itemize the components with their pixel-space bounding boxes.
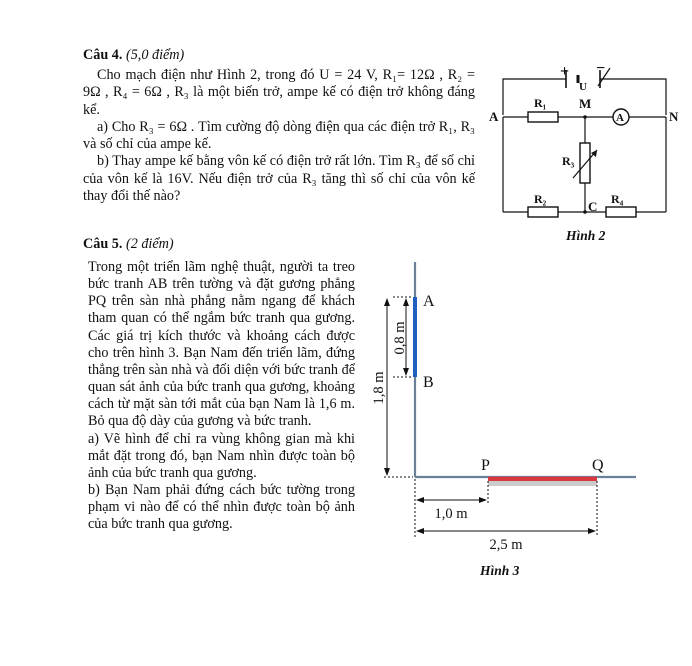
arrow-wall-q-left bbox=[416, 528, 424, 534]
node-m-label: M bbox=[579, 96, 592, 111]
question-4-points: (5,0 điểm) bbox=[125, 47, 185, 63]
question-5-points: (2 điểm) bbox=[125, 236, 174, 252]
node-m-dot bbox=[583, 115, 587, 119]
source-arrow bbox=[598, 68, 610, 86]
r4-label: R₄ bbox=[611, 192, 624, 206]
r1-label: R₁ bbox=[534, 96, 547, 110]
question-5-part-a: a) Vẽ hình để chỉ ra vùng không gian mà khi mắt đặt trong đó, bạn Nam nhìn được toàn bộ ảnh của bức tranh qua gương. bbox=[88, 430, 355, 481]
mirror-shadow bbox=[488, 481, 597, 486]
dim-wall-q-label: 2,5 m bbox=[489, 537, 523, 553]
arrow-painting-bottom bbox=[403, 368, 409, 376]
r2-label: R₂ bbox=[534, 192, 547, 206]
r3-variable-arrow bbox=[573, 150, 597, 178]
arrow-wall-p-right bbox=[479, 497, 487, 503]
arrow-height-bottom bbox=[384, 468, 390, 476]
node-c-dot bbox=[583, 210, 587, 214]
arrow-wall-p-left bbox=[416, 497, 424, 503]
question-4-part-a: a) Cho R₃ = 6Ω . Tìm cường độ dòng điện qua các điện trở R₁, R₃ và số chỉ của ampe kế. bbox=[83, 118, 475, 153]
dim-painting-label: 0,8 m bbox=[392, 321, 408, 355]
r3-label: R₃ bbox=[562, 154, 575, 168]
question-4-body bbox=[83, 67, 475, 205]
question-5-label: Câu 5. bbox=[83, 236, 123, 252]
question-4-part-b: b) Thay ampe kế bằng vôn kế có điện trở rất lớn. Tìm R₃ để số chỉ của vôn kế là 16V. Nếu điện trở của R₃ tăng thì số chỉ của vôn kế thay đổi thế nào? bbox=[83, 153, 475, 205]
dim-wall-p-label: 1,0 m bbox=[434, 506, 468, 522]
r3-arrow-head bbox=[591, 150, 597, 157]
resistor-r2 bbox=[528, 207, 558, 217]
ammeter-circle bbox=[613, 109, 629, 125]
label-q: Q bbox=[592, 457, 604, 474]
question-4-heading bbox=[83, 47, 184, 64]
node-c-label: C bbox=[588, 199, 598, 214]
figure-2-caption: Hình 2 bbox=[566, 228, 606, 243]
plus-sign: + bbox=[560, 63, 570, 80]
source-wire bbox=[503, 79, 666, 115]
resistor-r1 bbox=[528, 112, 558, 122]
question-5-body bbox=[88, 259, 355, 534]
label-a: A bbox=[423, 293, 435, 310]
question-4-label: Câu 4. bbox=[83, 47, 123, 63]
node-a-label: A bbox=[489, 109, 499, 124]
minus-sign: − bbox=[596, 60, 606, 77]
resistor-r4 bbox=[606, 207, 636, 217]
figure-3-caption: Hình 3 bbox=[480, 563, 520, 578]
source-label: U bbox=[579, 81, 587, 93]
arrow-painting-top bbox=[403, 298, 409, 306]
question-5-part-b: b) Bạn Nam phải đứng cách bức tường trong phạm vi nào để có thể nhìn được toàn bộ ảnh của bức tranh qua gương. bbox=[88, 482, 355, 533]
question-5-heading bbox=[83, 236, 174, 253]
question-5-intro: Trong một triển lãm nghệ thuật, người ta treo bức tranh AB trên tường và đặt gương phẳng PQ trên sàn nhà phẳng nằm ngang để khách tham quan có thể ngắm bức tranh qua gương. Các giá trị kích thước và khoảng cách được cho trên hình 3. Bạn Nam đến triển lãm, đứng thẳng trên sàn nhà và đối diện với bức tranh để quan sát ảnh của bức tranh qua gương, khoảng cách từ mặt sàn tới mắt của bạn Nam là 1,6 m. Bỏ qua độ dày của gương và bức tranh. bbox=[88, 259, 355, 430]
label-p: P bbox=[481, 457, 490, 474]
dim-height-label: 1,8 m bbox=[371, 371, 387, 405]
question-4-intro: Cho mạch điện như Hình 2, trong đó U = 24 V, R₁= 12Ω , R₂ = 9Ω , R₄ = 6Ω , R₃ là một biến trở, ampe kế có điện trở không đáng kể. bbox=[83, 67, 475, 118]
resistor-r3 bbox=[580, 143, 590, 183]
ammeter-label: A bbox=[616, 112, 624, 124]
arrow-wall-q-right bbox=[588, 528, 596, 534]
label-b: B bbox=[423, 374, 434, 391]
arrow-height-top bbox=[384, 298, 390, 306]
node-n-label: N bbox=[669, 109, 679, 124]
